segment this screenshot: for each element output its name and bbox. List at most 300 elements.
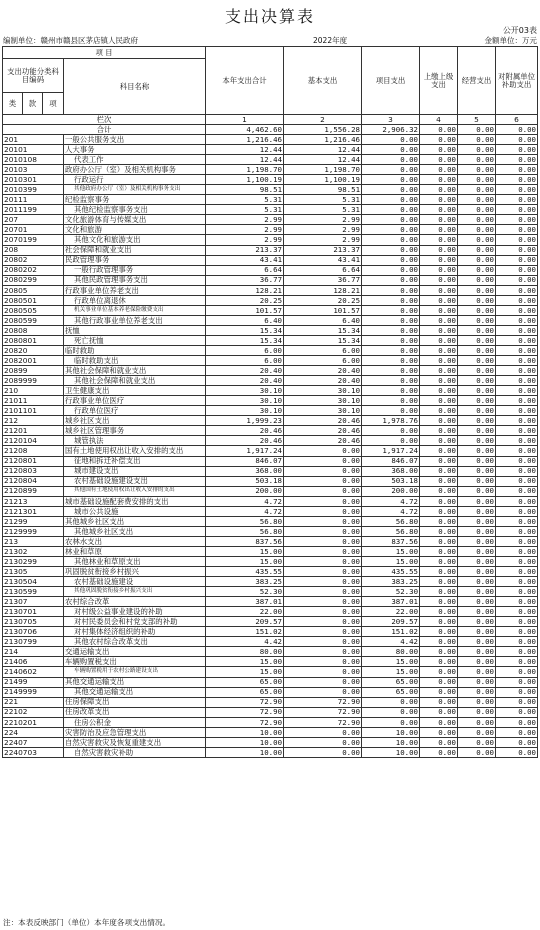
amount-cell: 368.00 bbox=[362, 466, 420, 476]
amount-cell: 0.00 bbox=[458, 165, 496, 175]
amount-cell: 0.00 bbox=[362, 265, 420, 275]
amount-cell: 0.00 bbox=[458, 195, 496, 205]
amount-cell: 0.00 bbox=[496, 345, 538, 355]
amount-cell: 0.00 bbox=[496, 235, 538, 245]
amount-cell: 0.00 bbox=[496, 396, 538, 406]
table-row bbox=[3, 406, 538, 416]
func-code-cell: 210 bbox=[3, 386, 64, 396]
func-code-cell: 20899 bbox=[3, 366, 64, 376]
amount-cell: 846.07 bbox=[206, 456, 284, 466]
subject-name-cell: 城市基础设施配套费安排的支出 bbox=[64, 496, 206, 506]
amount-cell: 72.90 bbox=[206, 717, 284, 727]
func-code-cell: 20103 bbox=[3, 165, 64, 175]
amount-cell: 435.55 bbox=[206, 567, 284, 577]
subject-name-cell: 巩固脱贫衔接乡村振兴 bbox=[64, 567, 206, 577]
amount-cell: 0.00 bbox=[496, 285, 538, 295]
amount-cell: 0.00 bbox=[362, 376, 420, 386]
amount-cell: 6.64 bbox=[206, 265, 284, 275]
amount-cell: 209.57 bbox=[206, 617, 284, 627]
amount-cell: 20.40 bbox=[206, 376, 284, 386]
amount-cell: 0.00 bbox=[420, 727, 458, 737]
amount-cell: 151.02 bbox=[362, 627, 420, 637]
subject-name-header: 科目名称 bbox=[64, 59, 206, 115]
func-code-cell: 21201 bbox=[3, 426, 64, 436]
subject-name-cell: 林业和草原 bbox=[64, 546, 206, 556]
amount-cell: 0.00 bbox=[420, 175, 458, 185]
total-label: 合计 bbox=[3, 125, 206, 135]
amount-cell: 1,917.24 bbox=[362, 446, 420, 456]
amount-cell: 0.00 bbox=[284, 526, 362, 536]
amount-cell: 5.31 bbox=[206, 195, 284, 205]
amount-cell: 846.07 bbox=[362, 456, 420, 466]
subject-name-cell: 车辆购置税支出 bbox=[64, 657, 206, 667]
table-row bbox=[3, 567, 538, 577]
amount-cell: 15.00 bbox=[206, 556, 284, 566]
amount-cell: 80.00 bbox=[206, 647, 284, 657]
func-code-cell: 21299 bbox=[3, 516, 64, 526]
func-code-cell: 2130299 bbox=[3, 556, 64, 566]
table-row bbox=[3, 697, 538, 707]
subject-name-cell: 人大事务 bbox=[64, 145, 206, 155]
amount-cell: 6.00 bbox=[206, 356, 284, 366]
amount-cell: 0.00 bbox=[496, 305, 538, 315]
func-code-cell: 2120804 bbox=[3, 476, 64, 486]
amount-cell: 0.00 bbox=[496, 677, 538, 687]
table-row bbox=[3, 426, 538, 436]
amount-cell: 30.10 bbox=[206, 406, 284, 416]
func-code-cell: 20101 bbox=[3, 145, 64, 155]
row-order-label: 栏次 bbox=[3, 115, 206, 125]
amount-cell: 0.00 bbox=[420, 627, 458, 637]
subject-name-cell: 文化和旅游 bbox=[64, 225, 206, 235]
func-code-cell: 2080505 bbox=[3, 305, 64, 315]
amount-cell: 0.00 bbox=[284, 546, 362, 556]
amount-cell: 0.00 bbox=[496, 205, 538, 215]
func-code-cell: 213 bbox=[3, 536, 64, 546]
amount-cell: 0.00 bbox=[420, 305, 458, 315]
org-label: 编制单位：赣州市赣县区茅店镇人民政府 bbox=[3, 36, 138, 45]
amount-cell: 0.00 bbox=[284, 536, 362, 546]
amount-cell: 72.90 bbox=[206, 697, 284, 707]
amount-cell: 0.00 bbox=[496, 506, 538, 516]
table-row bbox=[3, 506, 538, 516]
amount-cell: 0.00 bbox=[420, 567, 458, 577]
amount-cell: 0.00 bbox=[496, 416, 538, 426]
amount-cell: 0.00 bbox=[420, 717, 458, 727]
func-code-cell: 20805 bbox=[3, 285, 64, 295]
func-code-cell: 2120801 bbox=[3, 456, 64, 466]
amount-cell: 0.00 bbox=[496, 637, 538, 647]
amount-cell: 0.00 bbox=[458, 155, 496, 165]
amount-cell: 0.00 bbox=[362, 396, 420, 406]
func-code-cell: 224 bbox=[3, 727, 64, 737]
amount-cell: 0.00 bbox=[458, 185, 496, 195]
table-row bbox=[3, 486, 538, 496]
amount-cell: 0.00 bbox=[458, 496, 496, 506]
table-row bbox=[3, 737, 538, 747]
amount-cell: 0.00 bbox=[458, 225, 496, 235]
subject-name-cell: 死亡抚恤 bbox=[64, 335, 206, 345]
amount-cell: 0.00 bbox=[496, 486, 538, 496]
total-cell: 0.00 bbox=[458, 125, 496, 135]
amount-cell: 0.00 bbox=[362, 406, 420, 416]
amount-cell: 0.00 bbox=[458, 295, 496, 305]
amount-cell: 20.46 bbox=[284, 416, 362, 426]
footnote: 注：本表反映部门（单位）本年度各项支出情况。 bbox=[3, 918, 171, 927]
amount-cell: 0.00 bbox=[420, 466, 458, 476]
amount-cell: 0.00 bbox=[420, 657, 458, 667]
amount-cell: 0.00 bbox=[458, 667, 496, 677]
amount-cell: 0.00 bbox=[458, 305, 496, 315]
amount-cell: 0.00 bbox=[420, 396, 458, 406]
table-row bbox=[3, 556, 538, 566]
amount-cell: 15.00 bbox=[362, 667, 420, 677]
func-code-cell: 21305 bbox=[3, 567, 64, 577]
amount-cell: 0.00 bbox=[420, 476, 458, 486]
amount-cell: 0.00 bbox=[496, 406, 538, 416]
table-row bbox=[3, 235, 538, 245]
subject-name-cell: 自然灾害救灾及恢复重建支出 bbox=[64, 737, 206, 747]
amount-cell: 0.00 bbox=[458, 597, 496, 607]
col-header-2: 基本支出 bbox=[284, 47, 362, 115]
func-code-cell: 2080202 bbox=[3, 265, 64, 275]
amount-cell: 0.00 bbox=[284, 647, 362, 657]
table-row bbox=[3, 145, 538, 155]
amount-cell: 0.00 bbox=[496, 747, 538, 757]
amount-cell: 0.00 bbox=[496, 155, 538, 165]
table-row bbox=[3, 587, 538, 597]
amount-cell: 0.00 bbox=[284, 677, 362, 687]
amount-cell: 200.00 bbox=[206, 486, 284, 496]
amount-cell: 0.00 bbox=[420, 325, 458, 335]
amount-cell: 0.00 bbox=[420, 536, 458, 546]
subject-name-cell: 纪检监察事务 bbox=[64, 195, 206, 205]
amount-cell: 213.37 bbox=[206, 245, 284, 255]
amount-cell: 0.00 bbox=[458, 396, 496, 406]
subject-name-cell: 一般公共服务支出 bbox=[64, 135, 206, 145]
subject-name-cell: 城市公共设施 bbox=[64, 506, 206, 516]
amount-cell: 0.00 bbox=[362, 175, 420, 185]
amount-cell: 0.00 bbox=[362, 305, 420, 315]
amount-cell: 0.00 bbox=[284, 567, 362, 577]
table-row bbox=[3, 526, 538, 536]
amount-cell: 0.00 bbox=[420, 516, 458, 526]
amount-cell: 0.00 bbox=[420, 345, 458, 355]
kuan-header: 款 bbox=[23, 93, 43, 115]
table-row bbox=[3, 255, 538, 265]
amount-cell: 0.00 bbox=[420, 486, 458, 496]
subject-name-cell: 其他行政事业单位养老支出 bbox=[64, 315, 206, 325]
amount-cell: 0.00 bbox=[496, 657, 538, 667]
amount-cell: 0.00 bbox=[362, 195, 420, 205]
amount-cell: 15.00 bbox=[206, 667, 284, 677]
amount-cell: 0.00 bbox=[496, 717, 538, 727]
func-code-cell: 21307 bbox=[3, 597, 64, 607]
func-code-cell: 2121301 bbox=[3, 506, 64, 516]
func-code-cell: 20111 bbox=[3, 195, 64, 205]
amount-cell: 435.55 bbox=[362, 567, 420, 577]
amount-cell: 0.00 bbox=[458, 727, 496, 737]
table-row bbox=[3, 345, 538, 355]
subject-name-cell: 对村集体经济组织的补助 bbox=[64, 627, 206, 637]
amount-cell: 6.00 bbox=[284, 345, 362, 355]
amount-cell: 0.00 bbox=[284, 667, 362, 677]
amount-cell: 0.00 bbox=[458, 315, 496, 325]
amount-cell: 6.64 bbox=[284, 265, 362, 275]
total-cell: 0.00 bbox=[496, 125, 538, 135]
amount-cell: 0.00 bbox=[420, 406, 458, 416]
subject-name-cell: 灾害防治及应急管理支出 bbox=[64, 727, 206, 737]
amount-cell: 0.00 bbox=[420, 376, 458, 386]
subject-name-cell: 住房公积金 bbox=[64, 717, 206, 727]
amount-cell: 0.00 bbox=[496, 647, 538, 657]
amount-cell: 0.00 bbox=[496, 275, 538, 285]
total-cell: 2,906.32 bbox=[362, 125, 420, 135]
col-num-6: 6 bbox=[496, 115, 538, 125]
func-code-cell: 20820 bbox=[3, 345, 64, 355]
subject-name-cell: 行政单位医疗 bbox=[64, 406, 206, 416]
amount-cell: 0.00 bbox=[420, 456, 458, 466]
amount-cell: 56.80 bbox=[206, 526, 284, 536]
amount-cell: 0.00 bbox=[284, 486, 362, 496]
amount-cell: 2.99 bbox=[206, 235, 284, 245]
subject-name-cell: 住房改革支出 bbox=[64, 707, 206, 717]
amount-cell: 383.25 bbox=[362, 577, 420, 587]
amount-cell: 383.25 bbox=[206, 577, 284, 587]
subject-name-cell: 其他社会保障和就业支出 bbox=[64, 376, 206, 386]
subject-name-cell: 其他文化和旅游支出 bbox=[64, 235, 206, 245]
amount-cell: 0.00 bbox=[496, 617, 538, 627]
amount-cell: 10.00 bbox=[362, 727, 420, 737]
func-code-cell: 21499 bbox=[3, 677, 64, 687]
amount-cell: 0.00 bbox=[496, 496, 538, 506]
amount-cell: 0.00 bbox=[496, 667, 538, 677]
col-num-5: 5 bbox=[458, 115, 496, 125]
amount-cell: 213.37 bbox=[284, 245, 362, 255]
amount-cell: 43.41 bbox=[206, 255, 284, 265]
amount-cell: 2.99 bbox=[206, 215, 284, 225]
amount-cell: 0.00 bbox=[458, 516, 496, 526]
amount-cell: 15.00 bbox=[362, 657, 420, 667]
subject-name-cell: 其他交通运输支出 bbox=[64, 677, 206, 687]
amount-cell: 5.31 bbox=[284, 195, 362, 205]
amount-cell: 4.72 bbox=[362, 496, 420, 506]
amount-cell: 0.00 bbox=[420, 747, 458, 757]
page-title: 支出决算表 bbox=[224, 7, 315, 26]
table-row bbox=[3, 265, 538, 275]
amount-cell: 0.00 bbox=[496, 386, 538, 396]
table-row bbox=[3, 315, 538, 325]
amount-cell: 0.00 bbox=[496, 476, 538, 486]
amount-cell: 6.00 bbox=[284, 356, 362, 366]
subject-name-cell: 农林水支出 bbox=[64, 536, 206, 546]
xiang-header: 项 bbox=[43, 93, 64, 115]
subject-name-cell: 其他城乡社区支出 bbox=[64, 516, 206, 526]
table-row bbox=[3, 325, 538, 335]
amount-cell: 1,216.46 bbox=[206, 135, 284, 145]
amount-cell: 0.00 bbox=[458, 697, 496, 707]
amount-cell: 15.00 bbox=[362, 546, 420, 556]
amount-cell: 15.00 bbox=[206, 546, 284, 556]
total-cell: 0.00 bbox=[420, 125, 458, 135]
func-code-cell: 2130504 bbox=[3, 577, 64, 587]
func-code-cell: 2010399 bbox=[3, 185, 64, 195]
amount-cell: 30.10 bbox=[284, 406, 362, 416]
table-row bbox=[3, 617, 538, 627]
year-label: 2022年度 bbox=[313, 36, 348, 45]
subject-name-cell: 临时救助支出 bbox=[64, 356, 206, 366]
subject-name-cell: 其他纪检监察事务支出 bbox=[64, 205, 206, 215]
table-row bbox=[3, 727, 538, 737]
amount-cell: 1,216.46 bbox=[284, 135, 362, 145]
amount-cell: 0.00 bbox=[496, 245, 538, 255]
amount-cell: 0.00 bbox=[362, 225, 420, 235]
col-header-4: 上缴上级支出 bbox=[420, 47, 458, 115]
table-row bbox=[3, 436, 538, 446]
amount-cell: 0.00 bbox=[458, 275, 496, 285]
func-code-cell: 21213 bbox=[3, 496, 64, 506]
amount-cell: 30.10 bbox=[206, 386, 284, 396]
total-row bbox=[3, 125, 538, 135]
amount-cell: 387.01 bbox=[206, 597, 284, 607]
amount-cell: 0.00 bbox=[496, 315, 538, 325]
amount-cell: 0.00 bbox=[496, 577, 538, 587]
amount-cell: 0.00 bbox=[420, 275, 458, 285]
subject-name-cell: 临时救助 bbox=[64, 345, 206, 355]
amount-cell: 0.00 bbox=[420, 617, 458, 627]
amount-cell: 1,198.70 bbox=[284, 165, 362, 175]
table-row bbox=[3, 627, 538, 637]
subject-name-cell: 行政单位离退休 bbox=[64, 295, 206, 305]
subject-name-cell: 交通运输支出 bbox=[64, 647, 206, 657]
amount-cell: 0.00 bbox=[458, 506, 496, 516]
table-row bbox=[3, 546, 538, 556]
amount-cell: 1,999.23 bbox=[206, 416, 284, 426]
amount-cell: 0.00 bbox=[362, 285, 420, 295]
subject-name-cell: 自然灾害救灾补助 bbox=[64, 747, 206, 757]
amount-cell: 1,198.70 bbox=[206, 165, 284, 175]
amount-cell: 0.00 bbox=[362, 697, 420, 707]
subject-name-cell: 其他民政管理事务支出 bbox=[64, 275, 206, 285]
amount-cell: 0.00 bbox=[458, 546, 496, 556]
table-row bbox=[3, 175, 538, 185]
amount-cell: 0.00 bbox=[496, 436, 538, 446]
amount-cell: 0.00 bbox=[420, 506, 458, 516]
amount-cell: 20.46 bbox=[206, 436, 284, 446]
amount-cell: 0.00 bbox=[284, 617, 362, 627]
subject-name-cell: 一般行政管理事务 bbox=[64, 265, 206, 275]
amount-cell: 209.57 bbox=[362, 617, 420, 627]
amount-cell: 0.00 bbox=[496, 335, 538, 345]
amount-cell: 56.80 bbox=[206, 516, 284, 526]
amount-cell: 22.00 bbox=[206, 607, 284, 617]
func-code-cell: 20802 bbox=[3, 255, 64, 265]
table-row bbox=[3, 195, 538, 205]
table-row bbox=[3, 637, 538, 647]
func-code-cell: 21406 bbox=[3, 657, 64, 667]
subject-name-cell: 抚恤 bbox=[64, 325, 206, 335]
func-code-cell: 2010108 bbox=[3, 155, 64, 165]
total-cell: 1,556.28 bbox=[284, 125, 362, 135]
amount-cell: 0.00 bbox=[458, 446, 496, 456]
amount-cell: 98.51 bbox=[206, 185, 284, 195]
amount-cell: 0.00 bbox=[458, 567, 496, 577]
amount-cell: 0.00 bbox=[420, 285, 458, 295]
amount-cell: 0.00 bbox=[496, 707, 538, 717]
amount-cell: 0.00 bbox=[420, 607, 458, 617]
amount-cell: 10.00 bbox=[362, 747, 420, 757]
amount-cell: 0.00 bbox=[458, 335, 496, 345]
amount-cell: 12.44 bbox=[206, 145, 284, 155]
amount-cell: 0.00 bbox=[458, 627, 496, 637]
amount-cell: 0.00 bbox=[458, 366, 496, 376]
amount-cell: 0.00 bbox=[496, 466, 538, 476]
amount-cell: 15.34 bbox=[206, 335, 284, 345]
amount-cell: 0.00 bbox=[362, 205, 420, 215]
func-code-cell: 2130799 bbox=[3, 637, 64, 647]
subject-name-cell: 其他社会保障和就业支出 bbox=[64, 366, 206, 376]
amount-cell: 4.72 bbox=[206, 506, 284, 516]
func-code-cell: 2080801 bbox=[3, 335, 64, 345]
func-code-cell: 2129999 bbox=[3, 526, 64, 536]
amount-cell: 0.00 bbox=[420, 737, 458, 747]
amount-cell: 56.80 bbox=[362, 516, 420, 526]
table-row bbox=[3, 305, 538, 315]
amount-cell: 503.18 bbox=[206, 476, 284, 486]
expenditure-table bbox=[2, 46, 538, 758]
table-row bbox=[3, 717, 538, 727]
amount-cell: 0.00 bbox=[458, 456, 496, 466]
amount-cell: 12.44 bbox=[206, 155, 284, 165]
func-code-cell: 20808 bbox=[3, 325, 64, 335]
amount-cell: 20.40 bbox=[284, 366, 362, 376]
amount-cell: 0.00 bbox=[496, 175, 538, 185]
amount-cell: 56.80 bbox=[362, 526, 420, 536]
col-header-5: 经营支出 bbox=[458, 47, 496, 115]
item-header: 项 目 bbox=[3, 47, 206, 59]
amount-cell: 0.00 bbox=[284, 657, 362, 667]
subject-name-cell: 行政事业单位养老支出 bbox=[64, 285, 206, 295]
amount-cell: 387.01 bbox=[362, 597, 420, 607]
subject-name-cell: 城管执法 bbox=[64, 436, 206, 446]
amount-cell: 0.00 bbox=[458, 617, 496, 627]
amount-cell: 0.00 bbox=[284, 516, 362, 526]
amount-cell: 0.00 bbox=[458, 285, 496, 295]
amount-cell: 20.40 bbox=[284, 376, 362, 386]
amount-cell: 12.44 bbox=[284, 145, 362, 155]
subject-name-cell: 代表工作 bbox=[64, 155, 206, 165]
amount-cell: 0.00 bbox=[496, 597, 538, 607]
subject-name-cell: 其他城乡社区支出 bbox=[64, 526, 206, 536]
func-code-cell: 2120803 bbox=[3, 466, 64, 476]
amount-cell: 0.00 bbox=[420, 637, 458, 647]
amount-cell: 15.34 bbox=[206, 325, 284, 335]
amount-cell: 20.46 bbox=[284, 436, 362, 446]
table-row bbox=[3, 687, 538, 697]
amount-cell: 0.00 bbox=[458, 406, 496, 416]
table-row bbox=[3, 607, 538, 617]
table-row bbox=[3, 667, 538, 677]
amount-cell: 0.00 bbox=[420, 667, 458, 677]
amount-cell: 52.30 bbox=[206, 587, 284, 597]
amount-cell: 0.00 bbox=[458, 245, 496, 255]
amount-cell: 20.46 bbox=[284, 426, 362, 436]
amount-cell: 0.00 bbox=[284, 727, 362, 737]
amount-cell: 0.00 bbox=[458, 607, 496, 617]
amount-cell: 0.00 bbox=[420, 235, 458, 245]
amount-cell: 0.00 bbox=[284, 627, 362, 637]
amount-cell: 2.99 bbox=[284, 225, 362, 235]
